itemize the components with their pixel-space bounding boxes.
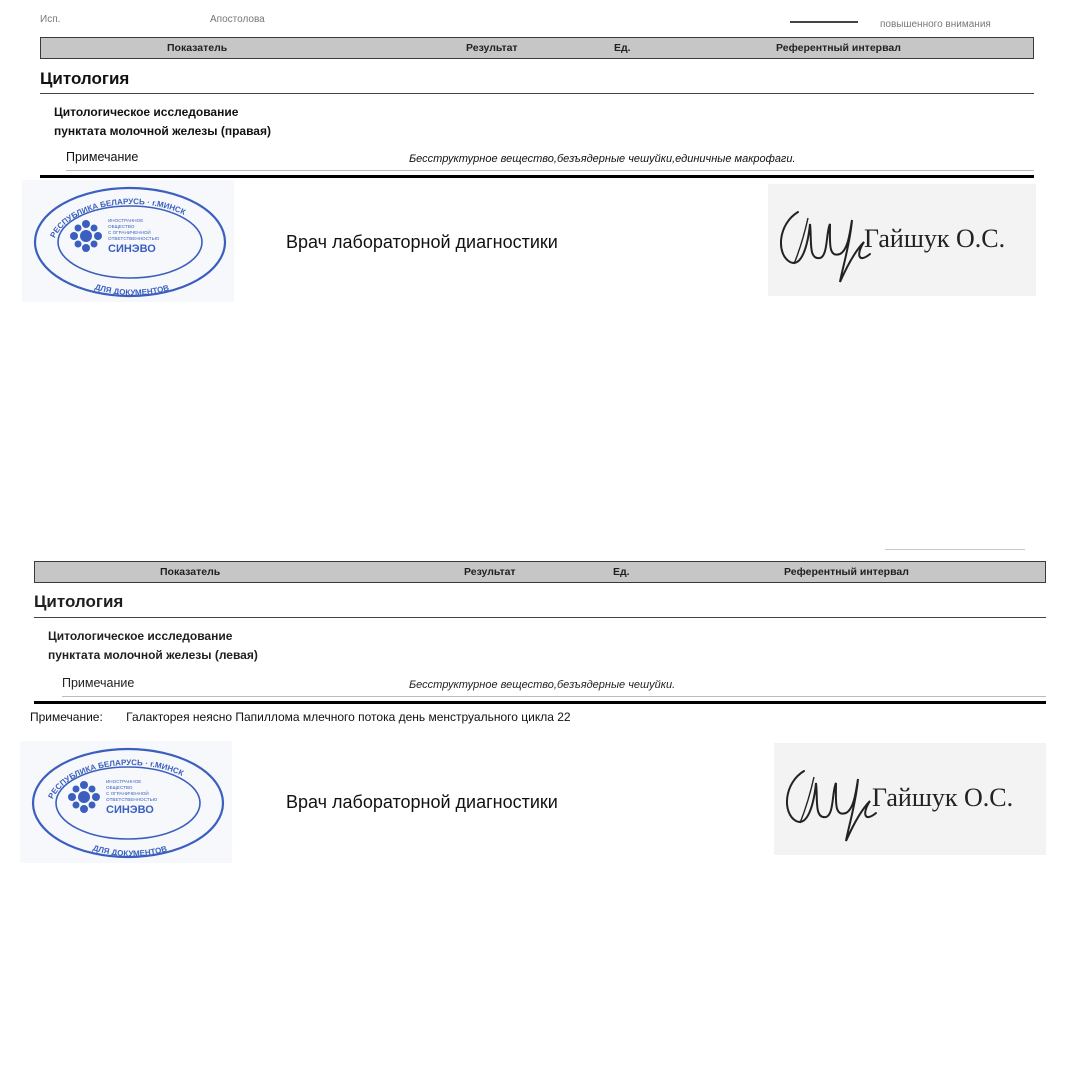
- test-name-line2: пунктата молочной железы (левая): [48, 648, 258, 662]
- faint-divider: [885, 549, 1025, 550]
- note-label: Примечание: [62, 676, 135, 690]
- general-note-label: Примечание:: [30, 710, 103, 724]
- block-end-rule: [34, 701, 1046, 704]
- col-indicator: Показатель: [167, 42, 228, 54]
- executor-name: Апостолова: [210, 14, 265, 25]
- col-result: Результат: [464, 566, 516, 578]
- svg-text:РЕСПУБЛИКА БЕЛАРУСЬ · г.МИНСК: РЕСПУБЛИКА БЕЛАРУСЬ · г.МИНСК: [46, 757, 186, 801]
- test-name-line1: Цитологическое исследование: [54, 105, 239, 119]
- doctor-position: Врач лабораторной диагностики: [286, 232, 558, 252]
- note-value: Бесструктурное вещество,безъядерные чешуйки.: [409, 679, 676, 691]
- doctor-position: Врач лабораторной диагностики: [286, 792, 558, 812]
- section-rule: [34, 617, 1046, 618]
- svg-text:ОТВЕТСТВЕННОСТЬЮ: ОТВЕТСТВЕННОСТЬЮ: [106, 797, 158, 802]
- signature-icon: [774, 743, 884, 855]
- col-reference: Референтный интервал: [784, 566, 909, 578]
- legend-text: повышенного внимания: [880, 19, 991, 30]
- general-note-value: Галакторея неясно Папиллома млечного потока день менструального цикла 22: [126, 710, 571, 724]
- svg-text:ДЛЯ ДОКУМЕНТОВ: ДЛЯ ДОКУМЕНТОВ: [93, 282, 171, 298]
- signer-name: Гайшук О.С.: [864, 224, 1006, 253]
- stamp-image: [22, 180, 234, 302]
- note-underline: [66, 170, 1034, 171]
- svg-text:СИНЭВО: СИНЭВО: [108, 243, 156, 255]
- executor-label: Исп.: [40, 14, 61, 25]
- note-label: Примечание: [66, 150, 139, 164]
- col-reference: Референтный интервал: [776, 42, 901, 54]
- stamp-seal: [22, 180, 234, 302]
- test-name-line1: Цитологическое исследование: [48, 629, 233, 643]
- svg-text:ОТВЕТСТВЕННОСТЬЮ: ОТВЕТСТВЕННОСТЬЮ: [108, 236, 160, 241]
- table-header: [40, 37, 1034, 59]
- signer-name: Гайшук О.С.: [872, 783, 1014, 812]
- svg-text:РЕСПУБЛИКА БЕЛАРУСЬ · г.МИНСК: РЕСПУБЛИКА БЕЛАРУСЬ · г.МИНСК: [48, 196, 188, 240]
- test-name-line2: пунктата молочной железы (правая): [54, 124, 271, 138]
- svg-text:ОБЩЕСТВО: ОБЩЕСТВО: [106, 785, 133, 790]
- signature-icon: [768, 184, 878, 296]
- test-name: [48, 627, 258, 665]
- note-underline: [62, 696, 1046, 697]
- table-header: [34, 561, 1046, 583]
- signature-area: [774, 743, 1046, 855]
- stamp-image: [20, 741, 232, 863]
- svg-text:ИНОСТРАННОЕ: ИНОСТРАННОЕ: [106, 779, 142, 784]
- col-indicator: Показатель: [160, 566, 221, 578]
- svg-text:СИНЭВО: СИНЭВО: [106, 804, 154, 816]
- signature-area: [768, 184, 1036, 296]
- note-value: Бесструктурное вещество,безъядерные чешуйки,единичные макрофаги.: [409, 153, 796, 165]
- section-title: Цитология: [34, 592, 124, 611]
- test-name: [54, 103, 271, 141]
- col-result: Результат: [466, 42, 518, 54]
- svg-text:С ОГРАНИЧЕННОЙ: С ОГРАНИЧЕННОЙ: [106, 791, 149, 796]
- col-unit: Ед.: [613, 566, 630, 578]
- block-end-rule: [40, 175, 1034, 178]
- svg-text:ИНОСТРАННОЕ: ИНОСТРАННОЕ: [108, 218, 144, 223]
- col-unit: Ед.: [614, 42, 631, 54]
- svg-text:ОБЩЕСТВО: ОБЩЕСТВО: [108, 224, 135, 229]
- legend-bar: [790, 21, 858, 23]
- svg-text:С ОГРАНИЧЕННОЙ: С ОГРАНИЧЕННОЙ: [108, 230, 151, 235]
- stamp-seal: [20, 741, 232, 863]
- section-title: Цитология: [40, 69, 130, 88]
- svg-text:ДЛЯ ДОКУМЕНТОВ: ДЛЯ ДОКУМЕНТОВ: [91, 843, 169, 859]
- general-note: [30, 710, 571, 724]
- section-rule: [40, 93, 1034, 94]
